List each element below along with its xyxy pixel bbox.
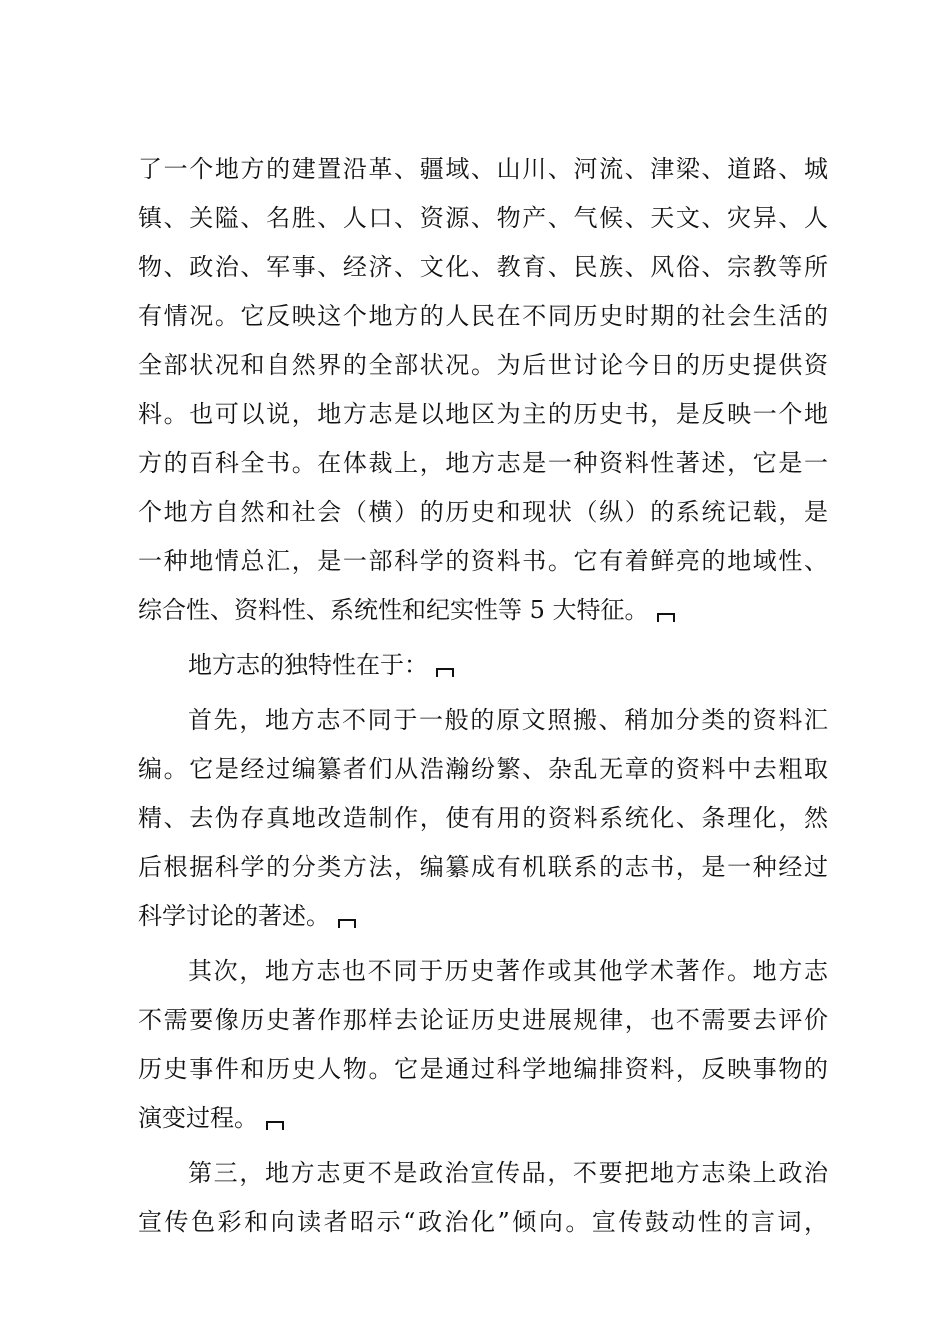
text-line: 历史事件和历史人物。它是通过科学地编排资料，反映事物的	[138, 1055, 828, 1083]
text-line: 精、去伪存真地改造制作，使有用的资料系统化、条理化，然	[138, 804, 828, 832]
text-span: 综合性、资料性、系统性和纪实性等 5 大特征。	[138, 596, 649, 624]
paragraph-mark-icon	[266, 1121, 284, 1130]
text-line: 后根据科学的分类方法，编纂成有机联系的志书，是一种经过	[138, 853, 828, 881]
text-line: 一种地情总汇，是一部科学的资料书。它有着鲜亮的地域性、	[138, 547, 828, 575]
text-line: 物、政治、军事、经济、文化、教育、民族、风俗、宗教等所	[138, 253, 828, 281]
text-line: 宣传色彩和向读者昭示“政治化”倾向。宣传鼓动性的言词，	[138, 1208, 828, 1236]
text-line: 方的百科全书。在体裁上，地方志是一种资料性著述，它是一	[138, 449, 828, 477]
paragraph-end-line	[138, 593, 828, 627]
paragraph-end-line	[138, 1101, 828, 1135]
text-span: 演变过程。	[138, 1104, 258, 1132]
paragraph-end-line	[138, 899, 828, 933]
text-line: 首先，地方志不同于一般的原文照搬、稍加分类的资料汇	[188, 706, 828, 734]
text-line: 料。也可以说，地方志是以地区为主的历史书，是反映一个地	[138, 400, 828, 428]
paragraph-mark-icon	[338, 919, 356, 928]
text-line: 了一个地方的建置沿革、疆域、山川、河流、津梁、道路、城	[138, 155, 828, 183]
text-span: 地方志的独特性在于：	[188, 651, 428, 679]
text-line: 镇、关隘、名胜、人口、资源、物产、气候、天文、灾异、人	[138, 204, 828, 232]
text-line: 编。它是经过编纂者们从浩瀚纷繁、杂乱无章的资料中去粗取	[138, 755, 828, 783]
paragraph-end-line	[188, 648, 828, 682]
text-line: 第三，地方志更不是政治宣传品，不要把地方志染上政治	[188, 1159, 828, 1187]
paragraph-mark-icon	[436, 668, 454, 677]
text-line: 全部状况和自然界的全部状况。为后世讨论今日的历史提供资	[138, 351, 828, 379]
text-line: 其次，地方志也不同于历史著作或其他学术著作。地方志	[188, 957, 828, 985]
text-line: 个地方自然和社会（横）的历史和现状（纵）的系统记载，是	[138, 498, 828, 526]
text-line: 不需要像历史著作那样去论证历史进展规律，也不需要去评价	[138, 1006, 828, 1034]
paragraph-mark-icon	[657, 613, 675, 622]
text-line: 有情况。它反映这个地方的人民在不同历史时期的社会生活的	[138, 302, 828, 330]
text-span: 科学讨论的著述。	[138, 902, 330, 930]
